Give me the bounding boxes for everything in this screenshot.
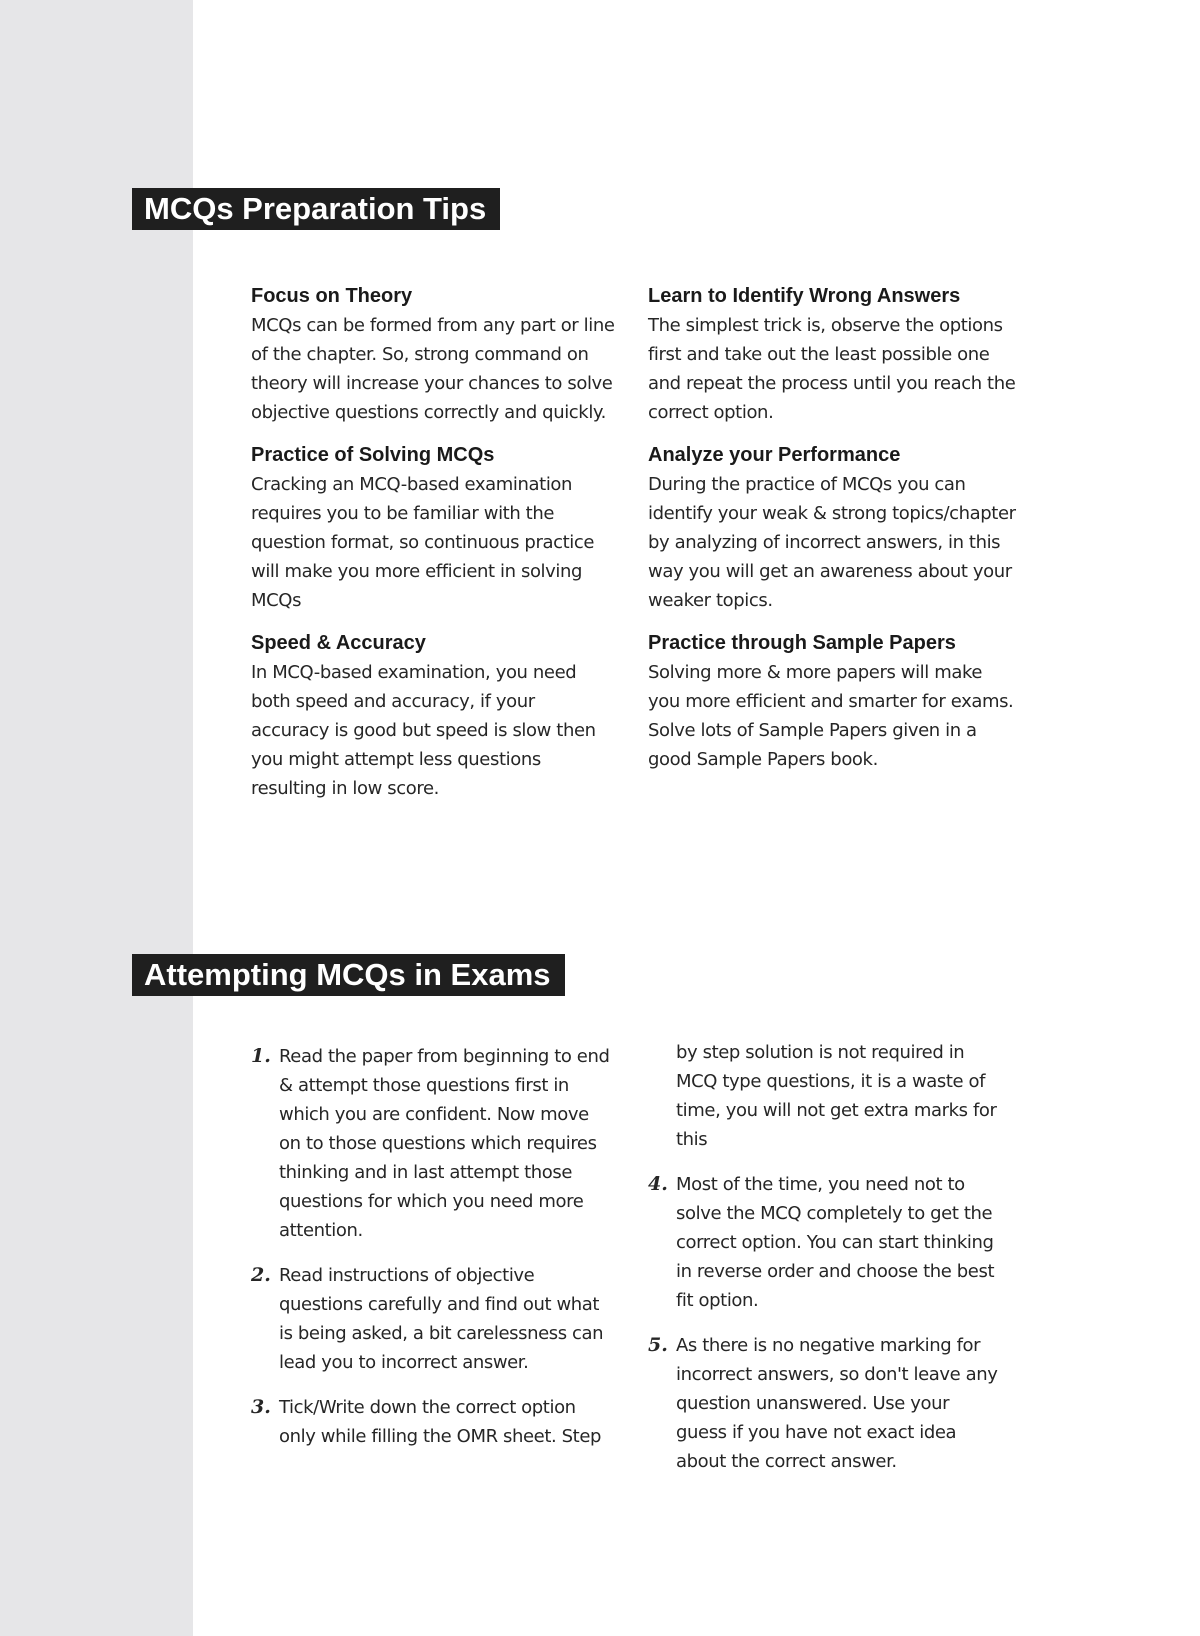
- tip-body: During the practice of MCQs you can identify your weak & strong topics/chapter by analyzing of incorrect answers, in this way you will get an awareness about your weaker topics.: [648, 474, 1016, 611]
- tip-body: Solving more & more papers will make you more efficient and smarter for exams. Solve lots of Sample Papers given in a good Sample Papers book.: [648, 662, 1014, 770]
- step-text: Read the paper from beginning to end & attempt those questions first in which you are confident. Now move on to those questions which requires thinking and in last attempt those questions for which you need more attention.: [279, 1046, 610, 1241]
- tip-heading: Analyze your Performance: [648, 444, 901, 466]
- step-item: [648, 1331, 1003, 1476]
- tip-speed-accuracy: [251, 629, 616, 803]
- tip-body: The simplest trick is, observe the options first and take out the least possible one and repeat the process until you reach the correct option.: [648, 315, 1016, 423]
- tip-heading: Practice of Solving MCQs: [251, 444, 495, 466]
- step-item: [251, 1261, 611, 1377]
- step-text: Tick/Write down the correct option only while filling the OMR sheet. Step: [279, 1397, 602, 1447]
- tip-body: MCQs can be formed from any part or line of the chapter. So, strong command on theory will increase your chances to solve objective questions correctly and quickly.: [251, 315, 615, 423]
- tip-analyze-performance: [648, 441, 1018, 615]
- step-number: 5.: [648, 1334, 668, 1356]
- tips-left-column: [251, 282, 616, 817]
- step-text: As there is no negative marking for incorrect answers, so don't leave any question unanswered. Use your guess if you have not exact idea about the correct answer.: [676, 1335, 998, 1472]
- step-number: 1.: [251, 1045, 271, 1067]
- tips-right-column: [648, 282, 1018, 788]
- step-number: 4.: [648, 1173, 668, 1195]
- tip-heading: Practice through Sample Papers: [648, 632, 956, 654]
- tip-heading: Learn to Identify Wrong Answers: [648, 285, 961, 307]
- step-text: Most of the time, you need not to solve the MCQ completely to get the correct option. You can start thinking in reverse order and choose the best fit option.: [676, 1174, 995, 1311]
- step-3-continuation: by step solution is not required in MCQ type questions, it is a waste of time, you will not get extra marks for this: [676, 1042, 997, 1150]
- step-text: Read instructions of objective questions carefully and find out what is being asked, a bit carelessness can lead you to incorrect answer.: [279, 1265, 604, 1373]
- section-title-attempting-mcqs: Attempting MCQs in Exams: [132, 954, 565, 996]
- tip-body: Cracking an MCQ-based examination requires you to be familiar with the question format, so continuous practice will make you more efficient in solving MCQs: [251, 474, 594, 611]
- tip-heading: Speed & Accuracy: [251, 632, 426, 654]
- step-number: 3.: [251, 1396, 271, 1418]
- step-item: [648, 1170, 1003, 1315]
- steps-right-column: [648, 1038, 1003, 1492]
- tip-heading: Focus on Theory: [251, 285, 413, 307]
- step-item: [251, 1393, 611, 1451]
- tip-practice-solving-mcqs: [251, 441, 616, 615]
- tip-sample-papers: [648, 629, 1018, 774]
- tip-identify-wrong-answers: [648, 282, 1018, 427]
- tip-body: In MCQ-based examination, you need both speed and accuracy, if your accuracy is good but speed is slow then you might attempt less questions resulting in low score.: [251, 662, 596, 799]
- tip-focus-on-theory: [251, 282, 616, 427]
- step-item: [251, 1042, 611, 1245]
- step-number: 2.: [251, 1264, 271, 1286]
- steps-left-column: [251, 1042, 611, 1467]
- section-title-preparation-tips: MCQs Preparation Tips: [132, 188, 500, 230]
- left-margin-strip: [0, 0, 193, 1636]
